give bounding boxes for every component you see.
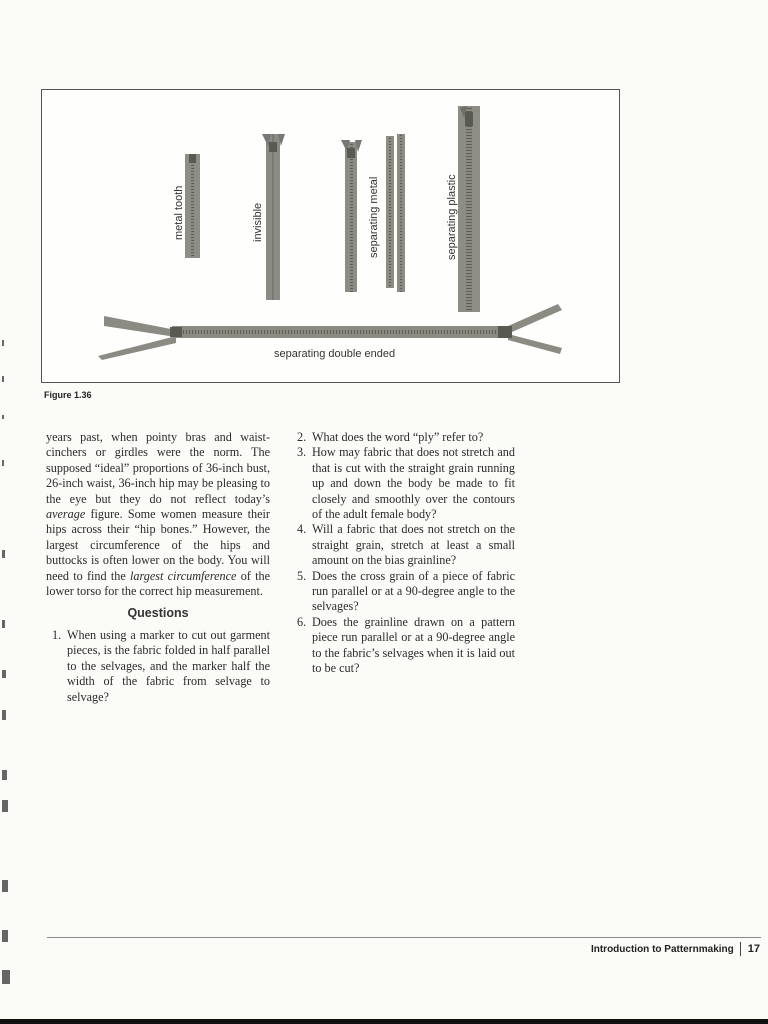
scan-edge-marks xyxy=(0,240,10,1000)
question-item xyxy=(297,430,515,445)
body-paragraph xyxy=(46,430,270,599)
separating-plastic-zipper xyxy=(458,106,480,312)
question-text: What does the word “ply” refer to? xyxy=(312,430,484,444)
label-separating-double-ended: separating double ended xyxy=(274,348,396,360)
metal-tooth-zipper xyxy=(185,154,200,258)
question-item xyxy=(46,628,270,705)
left-column xyxy=(46,430,270,705)
question-number: 1. xyxy=(52,627,62,642)
question-number: 3. xyxy=(297,445,307,460)
label-separating-plastic: separating plastic xyxy=(446,174,458,260)
footer-rule xyxy=(47,937,761,938)
question-number: 6. xyxy=(297,614,307,629)
label-metal-tooth: metal tooth xyxy=(173,185,185,240)
question-item xyxy=(297,522,515,568)
figure-frame xyxy=(41,89,620,383)
scan-bottom-edge xyxy=(0,1019,768,1024)
question-number: 2. xyxy=(297,430,307,444)
emphasis-largest-circumference: largest circumference xyxy=(130,568,237,583)
question-text: When using a marker to cut out garment pieces, is the fabric folded in half parallel to the selvages, and the marker half the width of the fabric from selvage to selvage? xyxy=(67,627,270,704)
label-invisible: invisible xyxy=(252,202,264,242)
page-footer xyxy=(591,942,760,956)
page-number: 17 xyxy=(747,943,760,955)
question-text: Does the cross grain of a piece of fabric run parallel or at a 90-degree angle to the selvages? xyxy=(312,568,515,614)
emphasis-average: average xyxy=(46,507,86,522)
question-item xyxy=(297,445,515,522)
right-column xyxy=(297,430,515,677)
zipper-illustration xyxy=(42,90,621,384)
paragraph-text-1: years past, when pointy bras and waist-cinchers or girdles were the norm. The supposed “ideal” proportions of 36-inch bust, 26-inch waist, 36-inch hip may be pleasing to the eye but they do not reflect today’s xyxy=(46,430,270,506)
question-item xyxy=(297,569,515,615)
book-title: Introduction to Patternmaking xyxy=(590,943,734,955)
question-text: Does the grainline drawn on a pattern piece run parallel or at a 90-degree angle to the fabric’s selvages when it is laid out to be cut? xyxy=(312,614,515,676)
question-number: 5. xyxy=(297,568,307,583)
question-number: 4. xyxy=(297,522,307,537)
paragraph-text-3: of the lower torso for the correct hip measurement. xyxy=(46,568,270,599)
invisible-zipper xyxy=(262,134,285,300)
question-text: How may fabric that does not stretch and that is cut with the straight grain running up and down the body be made to fit closely and smoothly over the contours of the adult female body? xyxy=(312,445,515,522)
figure-caption: Figure 1.36 xyxy=(44,390,92,400)
footer-separator xyxy=(740,942,741,956)
paragraph-text-2: figure. Some women measure their hips across their “hip bones.” However, the largest circumference of the hips and buttocks is often lower on the body. You will need to find the xyxy=(46,507,270,583)
label-separating-metal: separating metal xyxy=(368,176,380,258)
question-text: Will a fabric that does not stretch on the straight grain, stretch at least a small amount on the bias grainline? xyxy=(312,522,515,568)
questions-heading: Questions xyxy=(127,606,189,621)
question-item xyxy=(297,615,515,677)
